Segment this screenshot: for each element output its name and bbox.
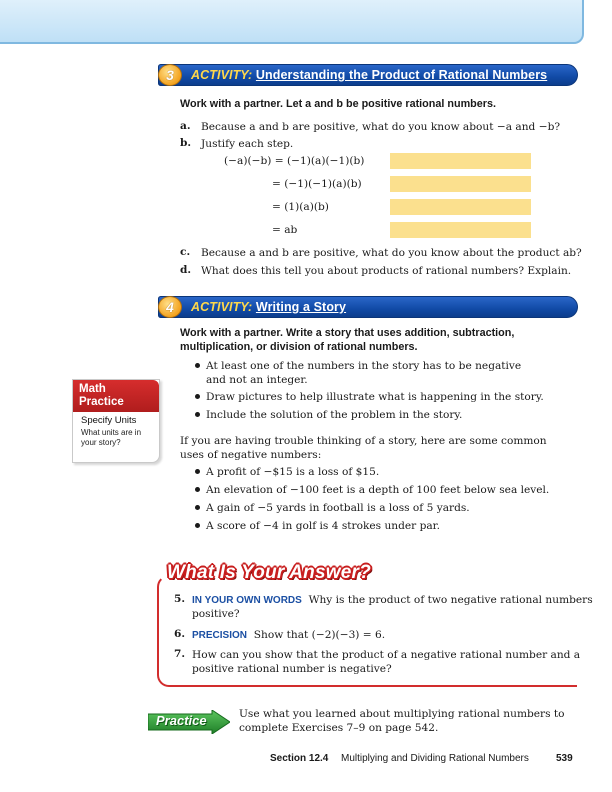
item-b-text: Justify each step.: [201, 138, 294, 150]
activity-4-intro-2: multiplication, or division of rational numbers.: [180, 341, 418, 353]
question-5-line-2: positive?: [192, 608, 240, 620]
activity-number: 4: [158, 296, 182, 318]
activity-3-intro: Work with a partner. Let a and b be positive rational numbers.: [180, 98, 496, 110]
math-practice-title-2: Practice: [79, 396, 124, 408]
item-d-letter: d.: [180, 264, 192, 276]
practice-label: Practice: [156, 713, 207, 728]
answer-blank-3[interactable]: [390, 199, 531, 215]
math-practice-box: [72, 379, 160, 463]
answer-heading: What Is Your Answer?: [167, 562, 371, 583]
item-a-text: Because a and b are positive, what do you know about −a and −b?: [201, 121, 561, 133]
list-item: A profit of −$15 is a loss of $15.: [206, 466, 380, 478]
step-2: = (−1)(−1)(a)(b): [272, 178, 362, 190]
math-practice-question-1: What units are in: [81, 428, 142, 437]
footer-section-number: Section 12.4: [270, 753, 329, 764]
item-b-letter: b.: [180, 137, 192, 149]
activity-3-banner: [158, 64, 578, 86]
answer-blank-2[interactable]: [390, 176, 531, 192]
item-c-letter: c.: [180, 246, 191, 258]
question-6-text: [192, 628, 385, 643]
list-item: Include the solution of the problem in the story.: [206, 409, 463, 421]
question-5-line-1: Why is the product of two negative rational numbers: [308, 594, 593, 606]
footer-title: Multiplying and Dividing Rational Numbers: [341, 753, 529, 764]
activity-label: ACTIVITY:: [191, 300, 253, 314]
question-5-text: [192, 593, 593, 608]
list-item-continued: and not an integer.: [206, 374, 308, 386]
item-d-text: What does this tell you about products of rational numbers? Explain.: [201, 265, 572, 277]
list-item: A gain of −5 yards in football is a loss of 5 yards.: [206, 502, 470, 514]
math-practice-title-1: Math: [79, 383, 106, 395]
question-5-number: 5.: [174, 593, 186, 605]
item-a-letter: a.: [180, 120, 191, 132]
top-band: [0, 0, 584, 44]
help-text-1: If you are having trouble thinking of a story, here are some common: [180, 435, 547, 447]
math-practice-header: [73, 380, 159, 412]
question-6-number: 6.: [174, 628, 186, 640]
math-practice-question: [81, 428, 157, 448]
answer-blank-1[interactable]: [390, 153, 531, 169]
step-3: = (1)(a)(b): [272, 201, 329, 213]
list-item: An elevation of −100 feet is a depth of 100 feet below sea level.: [206, 484, 550, 496]
question-7-line-1: How can you show that the product of a negative rational number and a: [192, 649, 581, 661]
list-item: Draw pictures to help illustrate what is happening in the story.: [206, 391, 544, 403]
math-practice-question-2: your story?: [81, 438, 121, 447]
activity-4-banner: [158, 296, 578, 318]
item-c-text: Because a and b are positive, what do you know about the product ab?: [201, 247, 582, 259]
activity-number: 3: [158, 64, 182, 86]
help-text-2: uses of negative numbers:: [180, 449, 322, 461]
activity-title-text: Writing a Story: [255, 300, 347, 314]
practice-text-2: complete Exercises 7–9 on page 542.: [239, 722, 439, 734]
question-5-keyword: IN YOUR OWN WORDS: [192, 595, 302, 606]
activity-label: ACTIVITY:: [191, 68, 253, 82]
activity-title-text: Understanding the Product of Rational Numbers: [255, 68, 548, 82]
activity-title: [191, 68, 547, 82]
question-6-line: Show that (−2)(−3) = 6.: [253, 629, 386, 641]
answer-blank-4[interactable]: [390, 222, 531, 238]
math-practice-subtitle: Specify Units: [81, 415, 137, 426]
question-7-number: 7.: [174, 648, 186, 660]
activity-title: [191, 300, 346, 314]
footer-section: [270, 753, 328, 764]
question-7-line-2: positive rational number is negative?: [192, 663, 392, 675]
practice-text-1: Use what you learned about multiplying rational numbers to: [239, 708, 565, 720]
question-6-keyword: PRECISION: [192, 630, 248, 641]
list-item: A score of −4 in golf is 4 strokes under par.: [206, 520, 440, 532]
step-4: = ab: [272, 224, 298, 236]
activity-4-intro-1: Work with a partner. Write a story that uses addition, subtraction,: [180, 327, 515, 339]
list-item: At least one of the numbers in the story has to be negative: [206, 360, 522, 372]
step-1: (−a)(−b) = (−1)(a)(−1)(b): [224, 155, 365, 167]
page-number: 539: [556, 753, 573, 764]
